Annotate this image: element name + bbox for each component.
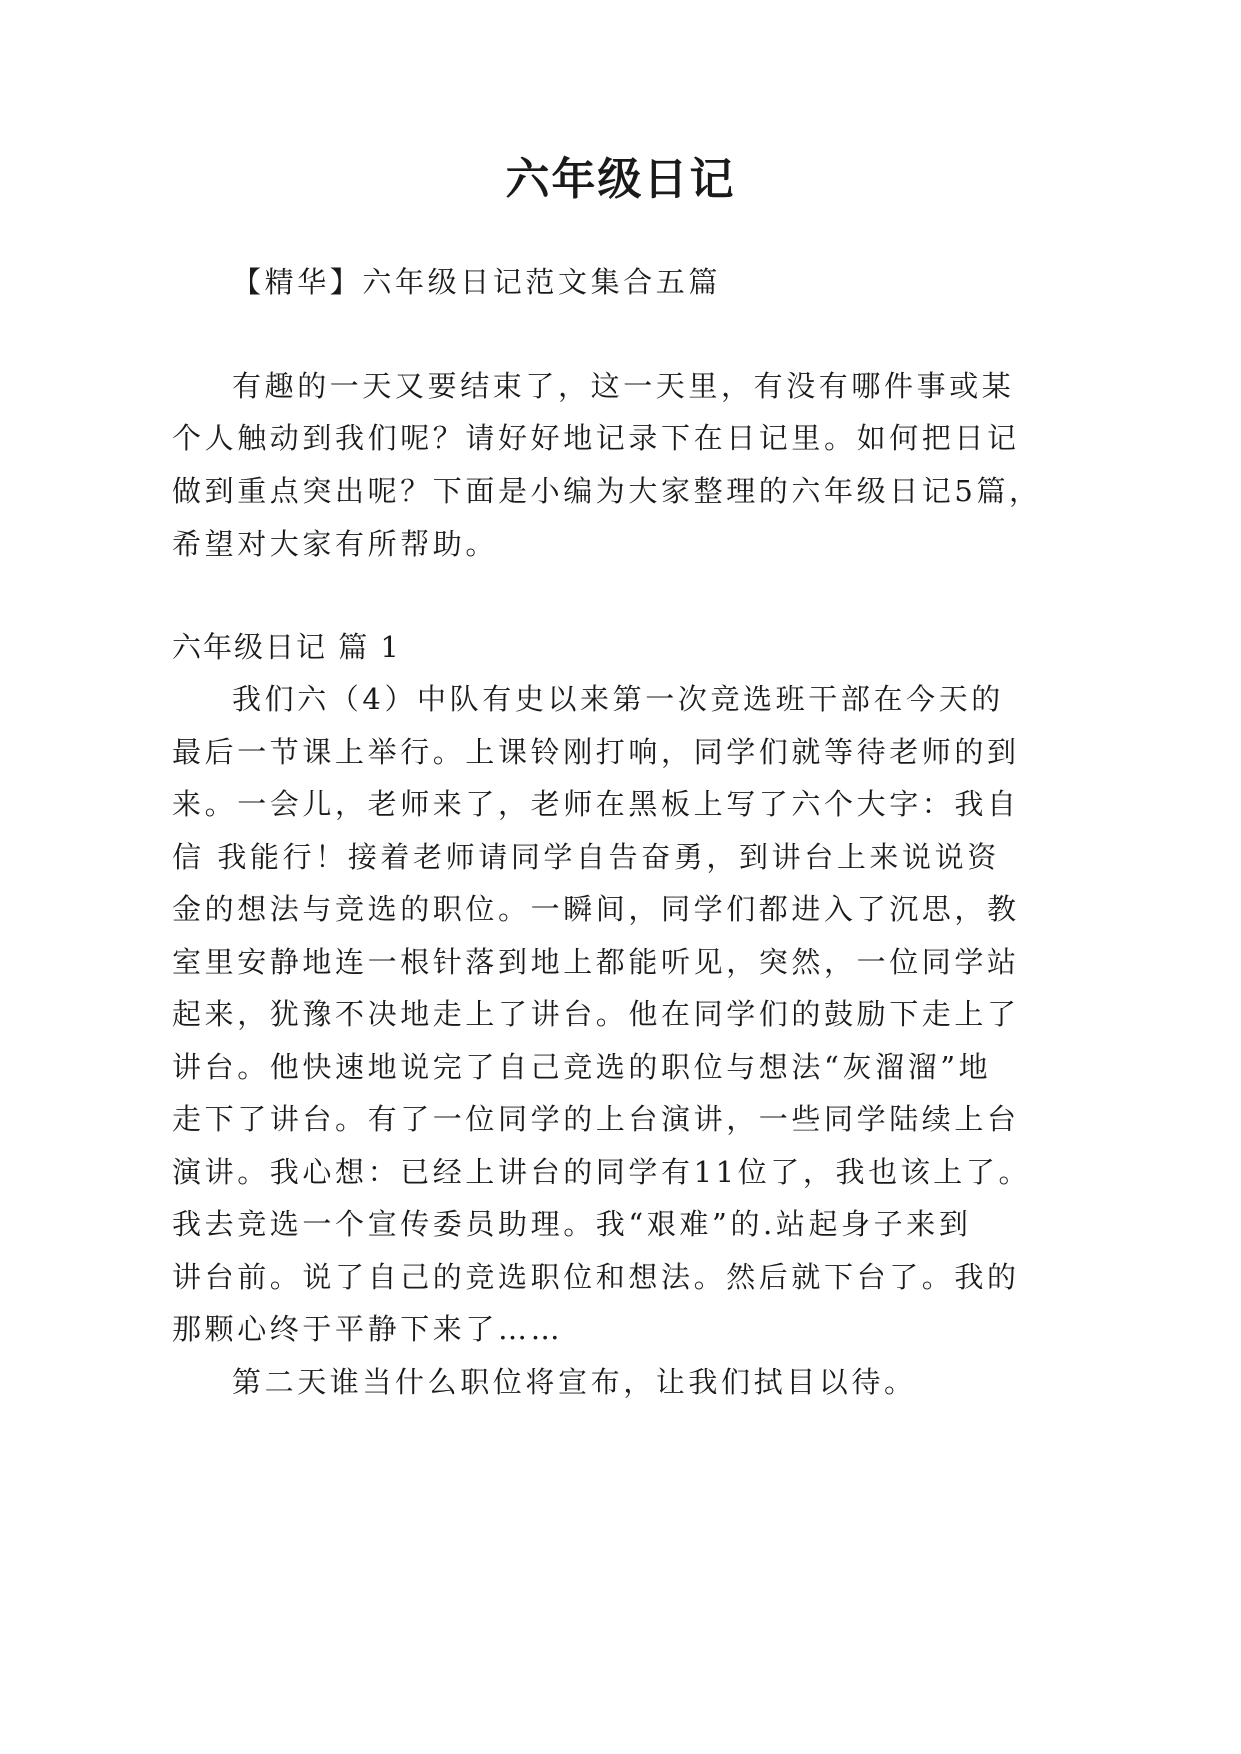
body-line-13: 那颗心终于平静下来了…… xyxy=(172,1312,564,1346)
intro-line-3: 做到重点突出呢？下面是小编为大家整理的六年级日记5篇， xyxy=(172,474,1042,508)
body-line-11: 我去竞选一个宣传委员助理。我“艰难”的.站起身子来到 xyxy=(172,1207,972,1241)
body-line-8: 讲台。他快速地说完了自己竞选的职位与想法“灰溜溜”地 xyxy=(172,1050,992,1084)
intro-line-2: 个人触动到我们呢？请好好地记录下在日记里。如何把日记 xyxy=(172,421,1020,455)
body-line-6: 室里安静地连一根针落到地上都能听见，突然，一位同学站 xyxy=(172,945,1020,979)
body-line-10: 演讲。我心想：已经上讲台的同学有11位了，我也该上了。 xyxy=(172,1155,1032,1189)
body-line-12: 讲台前。说了自己的竞选职位和想法。然后就下台了。我的 xyxy=(172,1260,1020,1294)
document-subtitle: 【精华】六年级日记范文集合五篇 xyxy=(232,265,722,299)
body-line-1: 我们六（4）中队有史以来第一次竞选班干部在今天的 xyxy=(232,682,1004,716)
body-line-4: 信 我能行！接着老师请同学自告奋勇，到讲台上来说说资 xyxy=(172,840,1000,874)
section-heading: 六年级日记 篇 1 xyxy=(172,630,401,664)
body-line-7: 起来，犹豫不决地走上了讲台。他在同学们的鼓励下走上了 xyxy=(172,997,1020,1031)
body-line-5: 金的想法与竞选的职位。一瞬间，同学们都进入了沉思，教 xyxy=(172,892,1020,926)
body-line-3: 来。一会儿，老师来了，老师在黑板上写了六个大字：我自 xyxy=(172,787,1020,821)
body-line-2: 最后一节课上举行。上课铃刚打响，同学们就等待老师的到 xyxy=(172,735,1020,769)
intro-line-1: 有趣的一天又要结束了，这一天里，有没有哪件事或某 xyxy=(232,369,1015,403)
intro-line-4: 希望对大家有所帮助。 xyxy=(172,527,499,561)
document-title: 六年级日记 xyxy=(505,154,736,205)
closing-line: 第二天谁当什么职位将宣布，让我们拭目以待。 xyxy=(232,1365,917,1399)
body-line-9: 走下了讲台。有了一位同学的上台演讲，一些同学陆续上台 xyxy=(172,1102,1020,1136)
